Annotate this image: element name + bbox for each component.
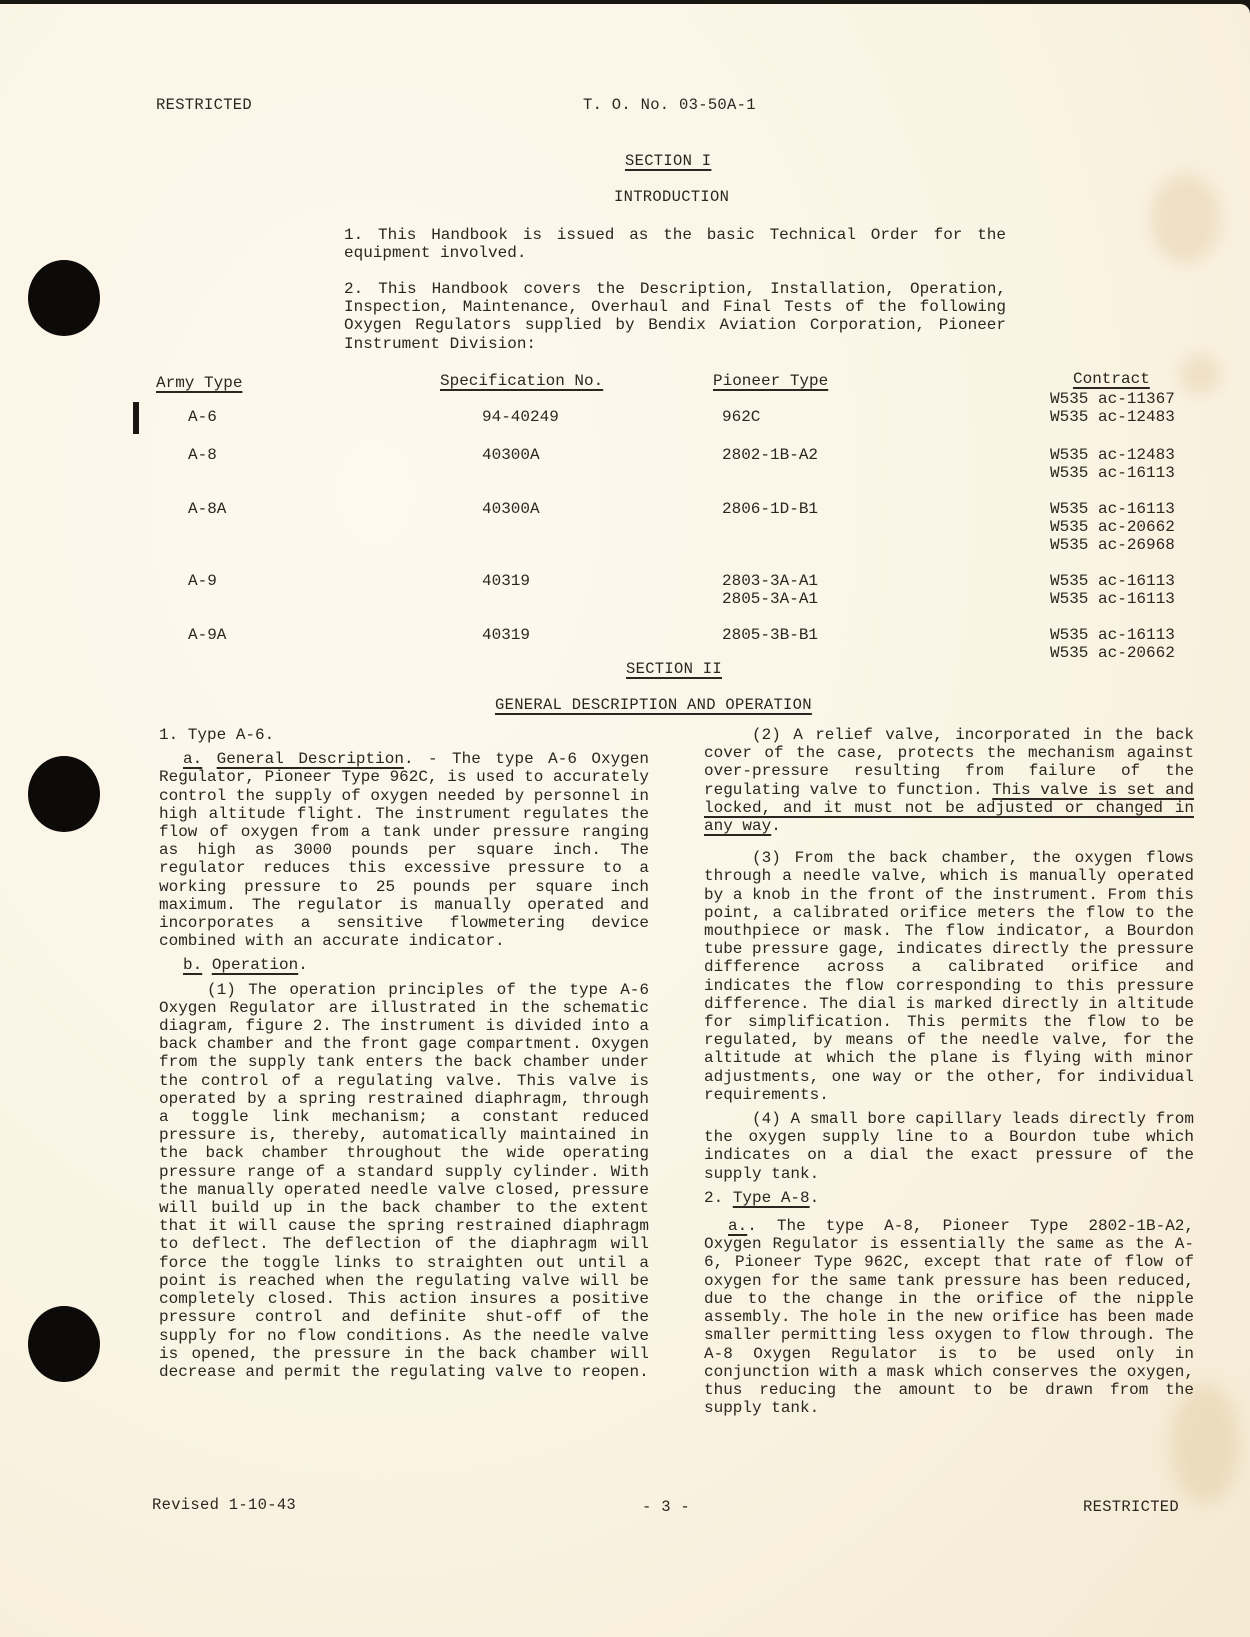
cell-army-type: A-8A xyxy=(188,500,227,518)
operation-paragraph-2: (2) A relief valve, incorporated in the back cover of the case, protects the mechanism against over-pressure resulting from failure of the regulating valve to function. This valve is set and locked, and it must not be adjusted or changed in any way. xyxy=(704,726,1194,836)
col-header-army-type: Army Type xyxy=(156,374,243,392)
section-2-subtitle: GENERAL DESCRIPTION AND OPERATION xyxy=(495,696,812,714)
cell-army-type: A-8 xyxy=(188,446,217,464)
cell-specification: 40319 xyxy=(482,572,531,590)
operation-paragraph-4: (4) A small bore capillary leads directly from the oxygen supply line to a Bourdon tube which indicates on a dial the exact pressure of the supply tank. xyxy=(704,1110,1194,1183)
stain xyxy=(1150,174,1220,264)
cell-contract: W535 ac-16113 W535 ac-20662 xyxy=(1050,626,1175,662)
section-1-title: SECTION I xyxy=(625,152,712,170)
cell-specification: 40319 xyxy=(482,626,531,644)
section-2-title: SECTION II xyxy=(626,660,723,678)
cell-pioneer-type: 2802-1B-A2 xyxy=(722,446,819,464)
cell-specification: 40300A xyxy=(482,500,540,518)
cell-specification: 40300A xyxy=(482,446,540,464)
operation-paragraph-3: (3) From the back chamber, the oxygen flows through a needle valve, which is manually operated by a knob in the front of the instrument. From this point, a calibrated orifice meters the flow to the mouthpiece or mask. The flow indicator, a Bourdon tube pressure gage, indicates directly the pressure difference across a calibrated orifice and indicates the flow corresponding to this pressure difference. The dial is marked directly in altitude for simplification. This permits the flow to be regulated, by means of the needle valve, for the altitude at which the plane is flying with minor adjustments, one way or the other, for individual requirements. xyxy=(704,849,1194,1104)
col-header-contract: Contract xyxy=(1073,370,1150,388)
col-header-pioneer-type: Pioneer Type xyxy=(713,372,829,390)
operation-paragraph-1: (1) The operation principles of the type A-6 Oxygen Regulator are illustrated in the schematic diagram, figure 2. The instrument is divided into a back chamber and the front gage compartment. Oxygen from the supply tank enters the back chamber under the control of a regulating valve. This valve is operated by a spring restrained diaphragm, through a toggle link mechanism; a constant reduced pressure is, thereby, automatically maintained in the back chamber throughout the wide operating pressure range of a standard supply cylinder. With the manually operated needle valve closed, pressure will build up in the back chamber to the extent that it will cause the spring restrained diaphragm to deflect. The deflection of the diaphragm will force the toggle links to straighten out until a point is reached when the regulating valve will be completely closed. This action insures a positive pressure control and definite shut-off of the supply for no flow conditions. As the needle valve is opened, the pressure in the back chamber will decrease and permit the regulating valve to reopen. xyxy=(159,980,649,1381)
cell-pioneer-type: 2805-3B-B1 xyxy=(722,626,819,644)
type-a8-paragraph: a.. The type A-8, Pioneer Type 2802-1B-A2, Oxygen Regulator is essentially the same as the A-6, Pioneer Type 962C, except that rate of flow of oxygen for the same tank pressure has been reduced, due to the change in the orifice of the nipple assembly. The hole in the new orifice has been made smaller permitting less oxygen to flow through. The A-8 Oxygen Regulator is to be used only in conjunction with a mask which conserves the oxygen, thus reducing the amount to be drawn from the supply tank. xyxy=(704,1217,1194,1418)
general-description-title: General Description xyxy=(216,750,404,769)
operation-heading: b. Operation. xyxy=(183,956,308,975)
cell-pioneer-type: 2806-1D-B1 xyxy=(722,500,819,518)
cell-army-type: A-9A xyxy=(188,626,227,644)
warning-text: This valve is set and locked, and it must not be adjusted or changed in any way xyxy=(704,780,1194,836)
page-number: - 3 - xyxy=(642,1498,691,1516)
intro-paragraph-1: 1. This Handbook is issued as the basic Technical Order for the equipment involved. xyxy=(344,226,1006,263)
cell-pioneer-type: 962C xyxy=(722,408,761,426)
punch-hole xyxy=(28,260,100,336)
heading-type-a8: 2. Type A-8. xyxy=(704,1188,820,1207)
document-page xyxy=(0,4,1250,1637)
col-header-specification: Specification No. xyxy=(440,372,604,390)
header-classification: RESTRICTED xyxy=(156,96,253,114)
heading-type-a6: 1. Type A-6. xyxy=(159,726,275,744)
cell-contract: W535 ac-16113 W535 ac-16113 xyxy=(1050,572,1175,608)
cell-contract: W535 ac-16113 W535 ac-20662 W535 ac-26968 xyxy=(1050,500,1175,554)
general-description-paragraph: a. General Description. - The type A-6 Oxygen Regulator, Pioneer Type 962C, is used to accurately control the supply of oxygen needed by personnel in high altitude flight. The instrument regulates the flow of oxygen from a tank under pressure ranging as high as 3000 pounds per square inch. The regulator reduces this excessive pressure to a working pressure to 25 pounds per square inch maximum. The regulator is manually operated and incorporates a sensitive flowmetering device combined with an accurate indicator. xyxy=(159,750,649,951)
header-document-number: T. O. No. 03-50A-1 xyxy=(583,96,756,114)
punch-hole xyxy=(28,756,100,832)
punch-hole xyxy=(28,1306,100,1382)
footer-classification: RESTRICTED xyxy=(1083,1498,1180,1516)
cell-army-type: A-6 xyxy=(188,408,217,426)
cell-contract: W535 ac-12483 W535 ac-16113 xyxy=(1050,446,1175,482)
right-column xyxy=(704,726,1194,1417)
cell-specification: 94-40249 xyxy=(482,408,559,426)
cell-contract: W535 ac-11367 W535 ac-12483 xyxy=(1050,390,1175,426)
section-1-subtitle: INTRODUCTION xyxy=(614,188,730,206)
cell-army-type: A-9 xyxy=(188,572,217,590)
intro-paragraph-2: 2. This Handbook covers the Description, Installation, Operation, Inspection, Maintenance, Overhaul and Final Tests of the following Oxygen Regulators supplied by Bendix Aviation Corporation, Pioneer Instrument Division: xyxy=(344,280,1006,353)
stain xyxy=(1180,354,1220,394)
left-column xyxy=(159,726,649,1381)
revision-bar xyxy=(133,402,139,434)
footer-revision: Revised 1-10-43 xyxy=(152,1496,297,1514)
cell-pioneer-type: 2803-3A-A1 2805-3A-A1 xyxy=(722,572,819,608)
